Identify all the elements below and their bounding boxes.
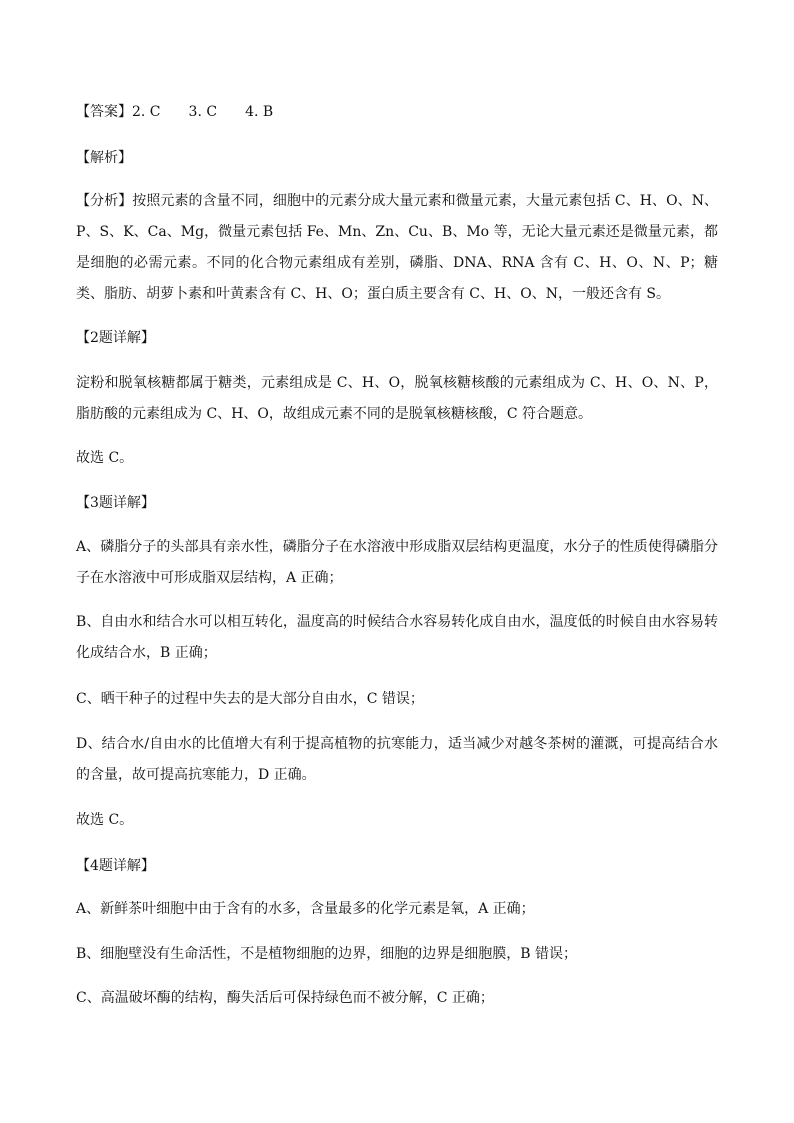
- q3-option-d: D、结合水/自由水的比值增大有利于提高植物的抗寒能力，适当减少对越冬茶树的灌溉，可提高结合水的含量，故可提高抗寒能力，D 正确。: [76, 736, 718, 783]
- fenxi-label: 【分析】: [76, 193, 133, 209]
- answer-q2: 2. C: [132, 104, 161, 120]
- q3-conclusion: 故选 C。: [76, 812, 134, 828]
- q3-option-c: C、晒干种子的过程中失去的是大部分自由水，C 错误；: [76, 691, 424, 707]
- q4-option-a: A、新鲜茶叶细胞中由于含有的水多，含量最多的化学元素是氧，A 正确；: [76, 901, 535, 917]
- answer-q3: 3. C: [188, 104, 218, 120]
- fenxi-text: 按照元素的含量不同，细胞中的元素分成大量元素和微量元素，大量元素包括 C、H、O、N、P、S、K、Ca、Mg，微量元素包括 Fe、Mn、Zn、Cu、B、Mo 等，无论大量元素还是微量元素，都是细胞的必需元素。不同的化合物元素组成有差别，磷脂、DNA、RNA 含有 C、H、O、N、P；糖类、脂肪、胡萝卜素和叶黄素含有 C、H、O；蛋白质主要含有 C、H、O、N，一般还含有 S。: [76, 193, 719, 302]
- answer-label: 【答案】: [76, 104, 132, 120]
- answer-q4: 4. B: [245, 104, 274, 120]
- q4-option-b: B、细胞壁没有生命活性，不是植物细胞的边界，细胞的边界是细胞膜，B 错误；: [76, 946, 578, 962]
- analysis-heading: 【解析】: [76, 150, 132, 166]
- q4-heading: 【4题详解】: [76, 858, 155, 874]
- q4-option-c: C、高温破坏酶的结构，酶失活后可保持绿色而不被分解，C 正确；: [76, 990, 494, 1006]
- q2-conclusion: 故选 C。: [76, 450, 134, 466]
- q2-body: 淀粉和脱氧核糖都属于糖类，元素组成是 C、H、O，脱氧核糖核酸的元素组成为 C、H、O、N、P，脂肪酸的元素组成为 C、H、O，故组成元素不同的是脱氧核糖核酸，C 符合题意。: [76, 375, 718, 422]
- q3-option-a: A、磷脂分子的头部具有亲水性，磷脂分子在水溶液中形成脂双层结构更温度，水分子的性质使得磷脂分子在水溶液中可形成脂双层结构，A 正确；: [76, 539, 718, 586]
- fenxi-paragraph: [76, 186, 718, 310]
- q2-heading: 【2题详解】: [76, 330, 155, 346]
- answer-line: [76, 97, 718, 128]
- q3-heading: 【3题详解】: [76, 495, 155, 511]
- q3-option-b: B、自由水和结合水可以相互转化，温度高的时候结合水容易转化成自由水，温度低的时候自由水容易转化成结合水，B 正确；: [76, 614, 718, 661]
